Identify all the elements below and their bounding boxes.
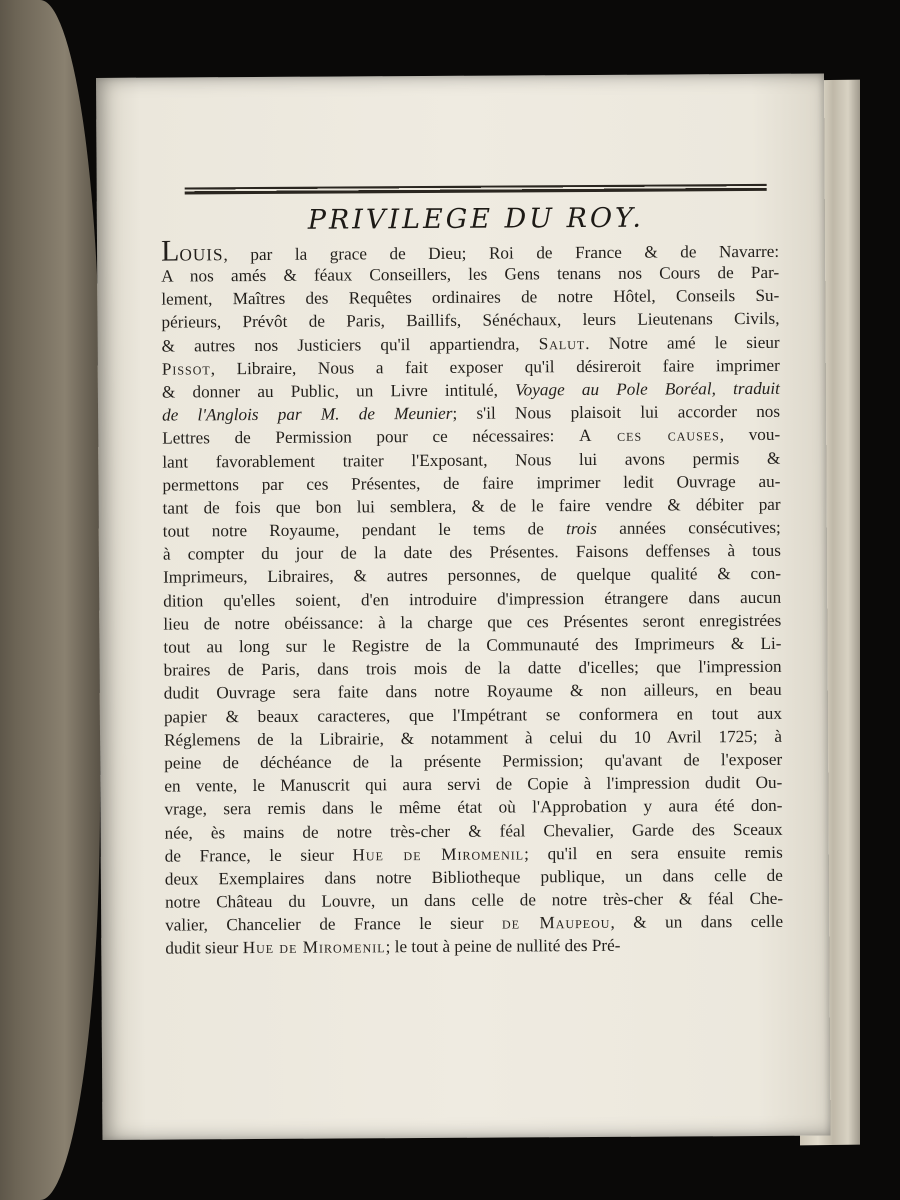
header-rule: [185, 184, 767, 195]
text-line: Pissot, Libraire, Nous a fait exposer qu'il désireroit faire imprimer: [161, 355, 780, 379]
text-line: tant de fois que bon lui semblera, & de le faire vendre & débiter par: [162, 494, 781, 518]
text-line: lant favorablement traiter l'Exposant, Nous lui avons permis &: [162, 448, 781, 472]
text-line: Réglemens de la Librairie, & notamment à celui du 10 Avril 1725; à: [163, 726, 783, 750]
text-line: papier & beaux caracteres, que l'Impétrant se conformera en tout aux: [163, 703, 782, 727]
text-line: à compter du jour de la date des Présentes. Faisons deffenses à tous: [162, 541, 781, 564]
text-line: tout notre Royaume, pendant le tems de trois années consécutives;: [162, 517, 781, 541]
drop-cap: L: [160, 234, 180, 268]
privilege-text: [161, 234, 783, 960]
text-line: dition qu'elles soient, d'en introduire d'impression étrangere dans aucun: [163, 587, 782, 611]
text-line: deux Exemplaires dans notre Bibliotheque publique, un dans celle de: [164, 865, 783, 889]
text-line: LOUIS, par la grace de Dieu; Roi de France & de Navarre:: [160, 234, 780, 268]
text-line: & donner au Public, un Livre intitulé, Voyage au Pole Boréal, traduit: [161, 378, 780, 402]
text-line: dudit Ouvrage sera faite dans notre Royaume & non ailleurs, en beau: [163, 680, 782, 703]
text-line: née, ès mains de notre très-cher & féal Chevalier, Garde des Sceaux: [164, 819, 783, 843]
text-line: tout au long sur le Registre de la Communauté des Imprimeurs & Li-: [163, 633, 782, 657]
text-line: valier, Chancelier de France le sieur de Maupeou, & un dans celle: [165, 912, 784, 935]
text-line: & autres nos Justiciers qu'il appartiendra, Salut. Notre amé le sieur: [161, 332, 780, 356]
text-line: de France, le sieur Hue de Miromenil; qu'il en sera ensuite remis: [164, 842, 783, 866]
text-line: périeurs, Prévôt de Paris, Baillifs, Sénéchaux, leurs Lieutenans Civils,: [161, 309, 780, 332]
text-line: lement, Maîtres des Requêtes ordinaires de notre Hôtel, Conseils Su-: [161, 286, 780, 309]
left-page-edge: [0, 0, 100, 1200]
text-line: braires de Paris, dans trois mois de la datte d'icelles; que l'impression: [163, 657, 782, 680]
text-line: Lettres de Permission pour ce nécessaires: A ces causes, vou-: [162, 425, 781, 448]
text-line: peine de déchéance de la présente Permission; qu'avant de l'exposer: [164, 749, 783, 773]
text-line: lieu de notre obéissance: à la charge que ces Présentes seront enregistrées: [163, 610, 782, 634]
text-line: permettons par ces Présentes, de faire imprimer ledit Ouvrage au-: [162, 471, 781, 495]
text-line: notre Château du Louvre, un dans celle de notre très-cher & féal Che-: [164, 888, 784, 912]
text-line: de l'Anglois par M. de Meunier; s'il Nous plaisoit lui accorder nos: [162, 401, 781, 425]
document-page: [96, 74, 830, 1140]
text-line: dudit sieur Hue de Miromenil; le tout à peine de nullité des Pré-: [165, 936, 621, 959]
page-title: PRIVILEGE DU ROY.: [307, 202, 645, 236]
text-line: en vente, le Manuscrit qui aura servi de Copie à l'impression dudit Ou-: [164, 772, 783, 796]
text-line: Imprimeurs, Libraires, & autres personnes, de quelque qualité & con-: [162, 564, 782, 588]
text-line: vrage, sera remis dans le même état où l'Approbation y aura été don-: [164, 796, 783, 819]
text-line: A nos amés & féaux Conseillers, les Gens tenans nos Cours de Par-: [161, 262, 780, 286]
